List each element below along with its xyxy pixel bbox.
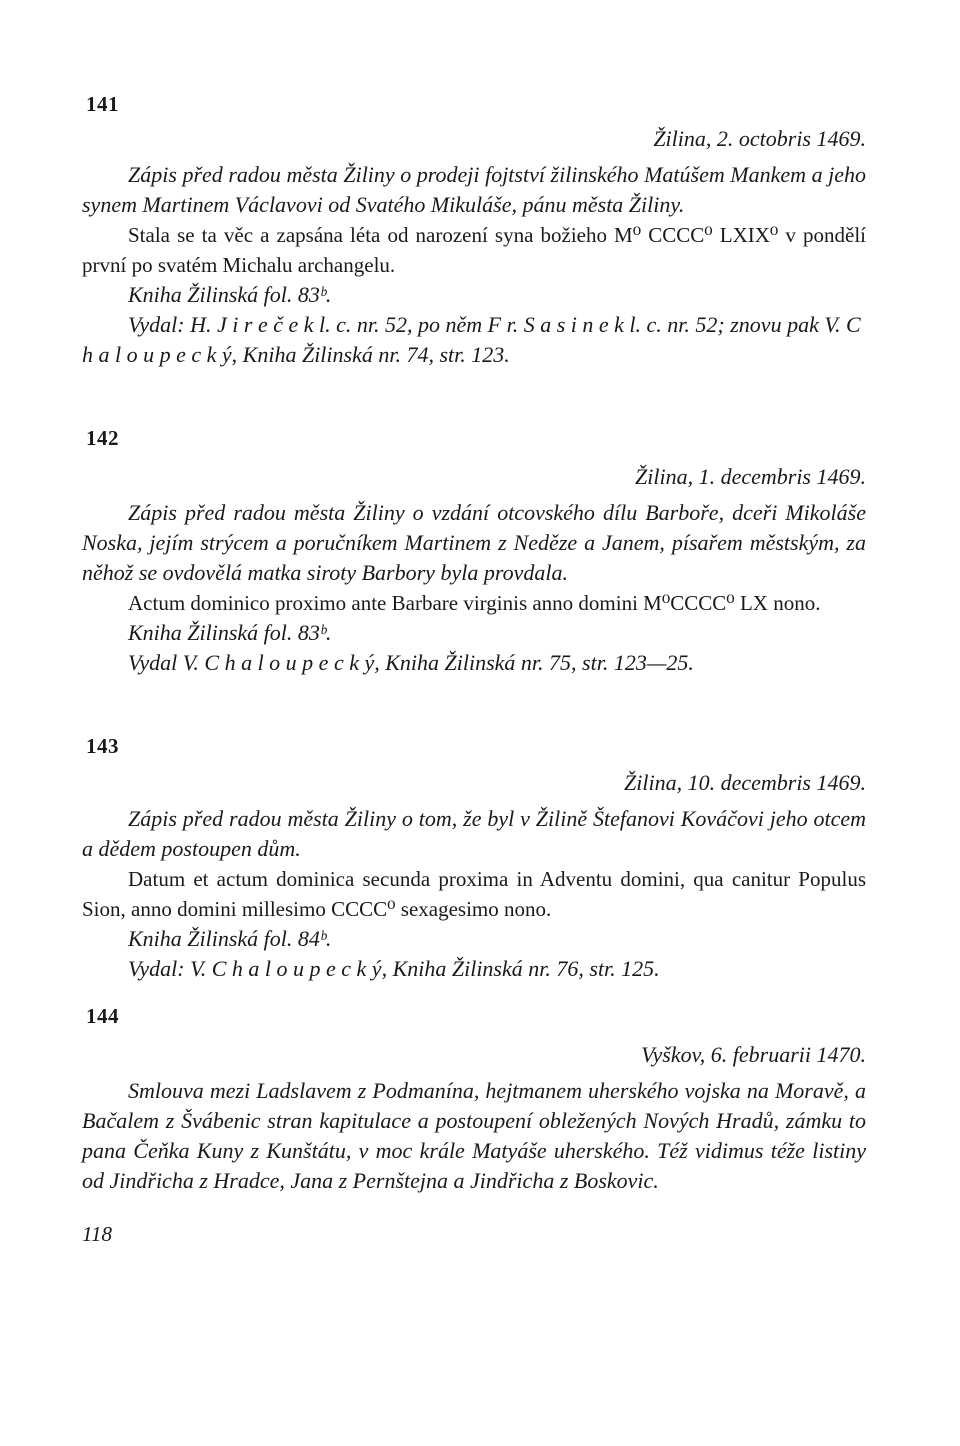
entry-text: Actum dominico proximo ante Barbare virginis anno domini M⁰CCCC⁰ LX nono. (128, 591, 821, 615)
entry-source: Kniha Žilinská fol. 83ᵇ. (128, 282, 332, 307)
entry-source: Kniha Žilinská fol. 84ᵇ. (128, 926, 332, 951)
entry-number: 141 (86, 92, 119, 116)
entry-edition: Vydal V. C h a l o u p e c k ý, Kniha Žilinská nr. 75, str. 123—25. (128, 650, 694, 675)
entry-dateline: Žilina, 10. decembris 1469. (624, 770, 866, 795)
entry-141 (82, 124, 866, 370)
entry-number: 144 (86, 1004, 119, 1028)
entry-summary: Zápis před radou města Žiliny o tom, že byl v Žilině Štefanovi Kováčovi jeho otcem a dědem postoupen dům. (82, 806, 866, 861)
entry-summary: Smlouva mezi Ladslavem z Podmanína, hejtmanem uherského vojska na Moravě, a Bačalem z Švábenic stran kapitulace a postoupení obležených Nových Hradů, zámku to pana Čeňka Kuny z Kunštátu, v moc krále Matyáše uherského. Též vidimus téže listiny od Jindřicha z Hradce, Jana z Pernštejna a Jindřicha z Boskovic. (82, 1078, 866, 1193)
entry-144 (82, 1040, 866, 1196)
entry-source: Kniha Žilinská fol. 83ᵇ. (128, 620, 332, 645)
entry-number: 143 (86, 734, 119, 758)
entry-143 (82, 768, 866, 984)
entry-dateline: Žilina, 2. octobris 1469. (653, 126, 866, 151)
entry-dateline: Vyškov, 6. februarii 1470. (641, 1042, 866, 1067)
entry-number: 142 (86, 426, 119, 450)
entry-summary: Zápis před radou města Žiliny o prodeji fojtství žilinského Matúšem Mankem a jeho synem Martinem Václavovi od Svatého Mikuláše, pánu města Žiliny. (82, 162, 866, 217)
entry-text: Datum et actum dominica secunda proxima in Adventu domini, qua canitur Populus Sion, anno domini millesimo CCCC⁰ sexagesimo nono. (82, 867, 866, 921)
entry-edition: Vydal: H. J i r e č e k l. c. nr. 52, po něm F r. S a s i n e k l. c. nr. 52; znovu pak V. C h a l o u p e c k ý, Kniha Žilinská nr. 74, str. 123. (82, 312, 861, 367)
entry-summary: Zápis před radou města Žiliny o vzdání otcovského dílu Barboře, dceři Mikoláše Noska, jejím strýcem a poručníkem Martinem z Neděze a Janem, písařem městským, za něhož se ovdovělá matka siroty Barbory byla provdala. (82, 500, 866, 585)
page-number: 118 (82, 1222, 112, 1246)
entry-edition: Vydal: V. C h a l o u p e c k ý, Kniha Žilinská nr. 76, str. 125. (128, 956, 660, 981)
entry-142 (82, 462, 866, 678)
entry-dateline: Žilina, 1. decembris 1469. (635, 464, 866, 489)
entry-text: Stala se ta věc a zapsána léta od narození syna božieho M⁰ CCCC⁰ LXIX⁰ v pondělí první po svatém Michalu archangelu. (82, 223, 866, 277)
